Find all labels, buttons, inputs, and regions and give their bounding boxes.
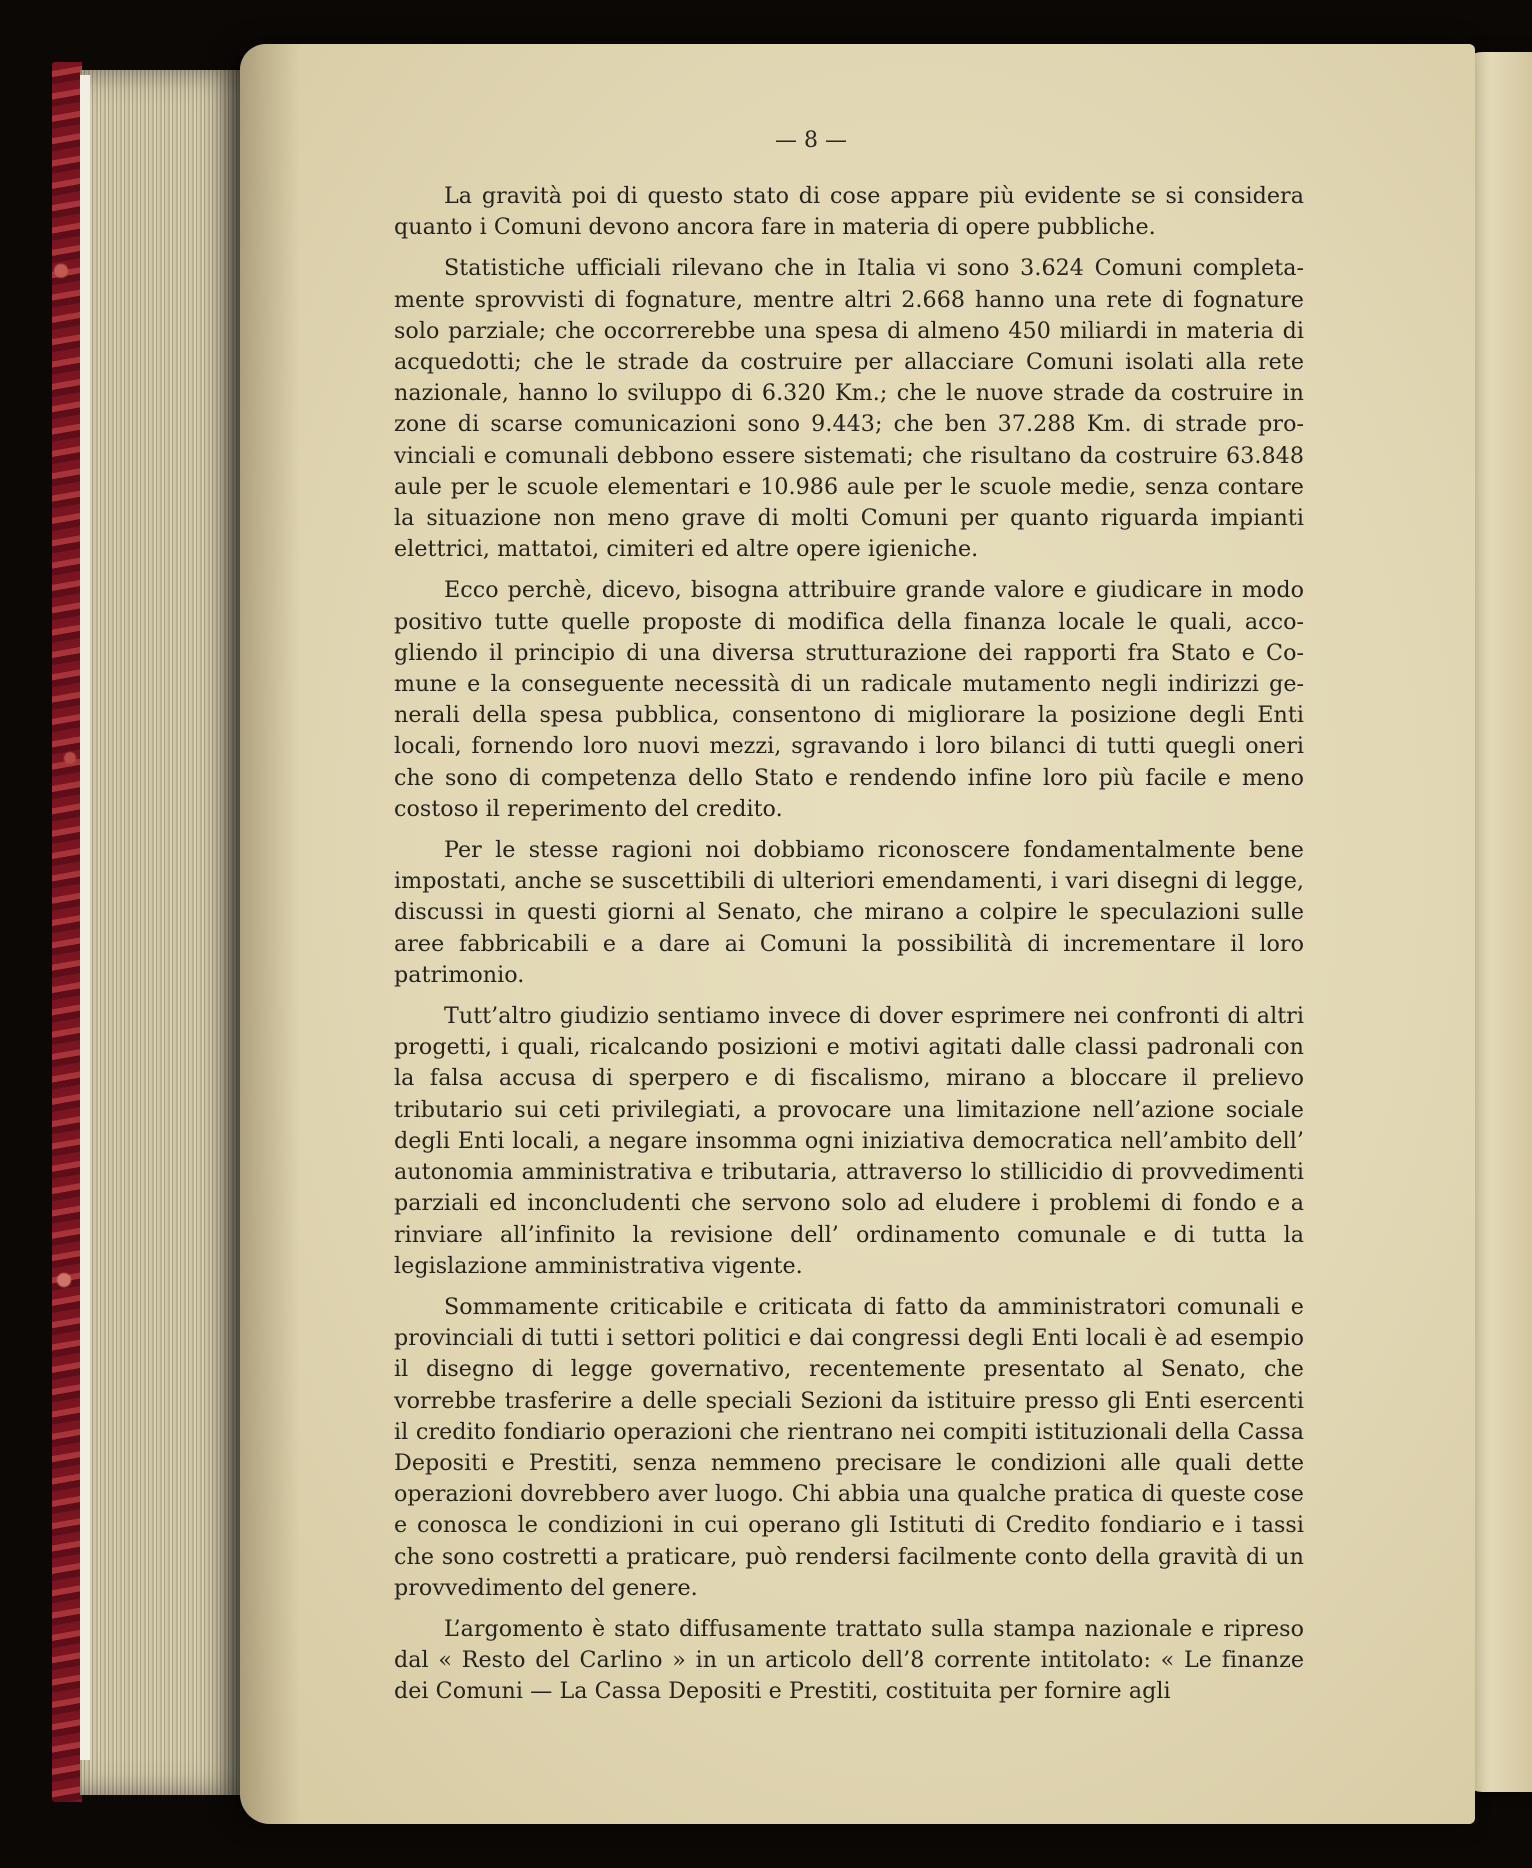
marbled-book-edge — [52, 62, 82, 1802]
page-stack-edge — [80, 70, 250, 1795]
paragraph-4: Per le stesse ragioni noi dobbiamo riconoscere fondamentalmente bene impostati, anche se suscettibili di ulteriori emendamenti, i vari disegni di legge, discussi in questi giorni al Senato, che mirano a colpire le speculazioni sulle aree fabbricabili e a dare ai Comuni la possibilità di incrementare il loro patrimonio. — [394, 837, 1304, 988]
page-number-text: — 8 — — [775, 128, 847, 153]
paragraph-3: Ecco perchè, dicevo, bisogna attribuire grande valore e giudicare in modo positivo tutte quelle proposte di modifica della finanza locale le quali, accogliendo il principio di una diversa strutturazione dei rapporti fra Stato e Comune e la conseguente necessità di un radicale mutamento negli indirizzi generali della spesa pubblica, consentono di migliorare la posizione degli Enti locali, fornendo loro nuovi mezzi, sgravando i loro bilanci di tutti quegli oneri che sono di competenza dello Stato e rendendo infine loro più facile e meno costoso il reperimento del credito. — [394, 577, 1304, 822]
paragraph-6: Sommamente criticabile e criticata di fatto da amministratori comunali e provinciali di tutti i settori politici e dai congressi degli Enti locali è ad esempio il disegno di legge governativo, recentemente presentato al Senato, che vorrebbe trasferire a delle speciali Sezioni da istituire presso gli Enti esercenti il credito fondiario operazioni che rientrano nei compiti istituzionali della Cassa Depositi e Prestiti, senza nemmeno precisare le condizioni alle quali dette operazioni dovrebbero aver luogo. Chi abbia una qualche pratica di queste cose e conosca le condizioni in cui operano gli Istituti di Credito fondiario e i tassi che sono costretti a praticare, può rendersi facilmente conto della gravità di un provvedimento del genere. — [394, 1293, 1304, 1601]
paragraph-1: La gravità poi di questo stato di cose appare più evidente se si considera quanto i Comuni devono ancora fare in materia di opere pubbliche. — [394, 183, 1304, 241]
body-text — [394, 181, 1304, 1718]
paragraph-5: Tutt’altro giudizio sentiamo invece di dover esprimere nei confronti di altri progetti, i quali, ricalcando posizioni e motivi agitati dalle classi padronali con la falsa accusa di sperpero e di fiscalismo, mirano a bloccare il prelievo tributario sui ceti privilegiati, a provocare una limitazione nell’azione sociale degli Enti locali, a negare insomma ogni iniziativa democratica nell’ambito dell’ autonomia amministrativa e tributaria, attraverso lo stillicidio di provvedimenti parziali ed inconcludenti che servono solo ad eludere i problemi di fondo e a rinviare all’infinito la revisione dell’ ordinamento comunale e di tutta la legislazione amministrativa vigente. — [394, 1003, 1304, 1279]
paragraph-2: Statistiche ufficiali rilevano che in Italia vi sono 3.624 Comuni completamente sprovvisti di fognature, mentre altri 2.668 hanno una rete di fognature solo parziale; che occorrerebbe una spesa di almeno 450 miliardi in materia di acquedotti; che le strade da costruire per allacciare Comuni isolati alla rete nazionale, hanno lo sviluppo di 6.320 Km.; che le nuove strade da costruire in zone di scarse comunicazioni sono 9.443; che ben 37.288 Km. di strade provinciali e comunali debbono essere sistemati; che risultano da costruire 63.848 aule per le scuole elementari e 10.986 aule per le scuole medie, senza contare la situazione non meno grave di molti Comuni per quanto riguarda impianti elettrici, mattatoi, cimiteri ed altre opere igieniche. — [394, 255, 1304, 563]
page-number — [0, 128, 1532, 153]
paragraph-7: L’argomento è stato diffusamente trattato sulla stampa nazionale e ripreso dal « Resto del Carlino » in un articolo dell’8 corrente intitolato: « Le finanze dei Comuni — La Cassa Depositi e Prestiti, costituita per fornire agli — [394, 1615, 1304, 1705]
page-gutter-shadow — [240, 44, 300, 1824]
page-stack-highlight — [80, 75, 90, 1760]
